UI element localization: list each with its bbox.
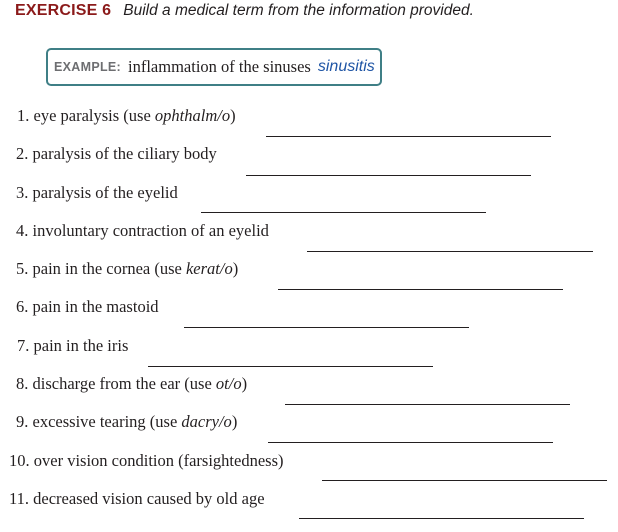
item-number: 9. <box>16 412 33 431</box>
item-suffix: ) <box>231 412 238 431</box>
exercise-item-7 <box>17 336 128 356</box>
answer-blank-8[interactable] <box>285 404 570 405</box>
item-number: 1. <box>17 106 34 125</box>
example-box <box>46 48 382 86</box>
answer-blank-1[interactable] <box>266 136 551 137</box>
item-text: involuntary contraction of an eyelid <box>32 221 269 240</box>
exercise-item-1 <box>17 106 236 126</box>
exercise-item-6 <box>16 297 159 317</box>
item-combining-form: ot/o <box>215 374 242 393</box>
item-text: over vision condition (farsightedness) <box>33 451 284 470</box>
exercise-instruction: Build a medical term from the information provided. <box>123 2 474 19</box>
item-number: 5. <box>16 259 33 278</box>
answer-blank-3[interactable] <box>201 212 486 213</box>
item-text: decreased vision caused by old age <box>33 489 265 508</box>
item-text: paralysis of the eyelid <box>32 183 178 202</box>
item-number: 6. <box>16 297 33 316</box>
item-text: pain in the cornea (use <box>32 259 186 278</box>
example-definition: inflammation of the sinuses <box>128 57 311 76</box>
item-text: eye paralysis (use <box>33 106 155 125</box>
exercise-item-11 <box>9 489 265 509</box>
exercise-item-5 <box>16 259 238 279</box>
item-suffix: ) <box>241 374 248 393</box>
exercise-item-9 <box>16 412 237 432</box>
item-text: pain in the iris <box>33 336 129 355</box>
exercise-header <box>15 2 474 24</box>
exercise-item-2 <box>16 144 217 164</box>
item-text: excessive tearing (use <box>32 412 182 431</box>
item-number: 7. <box>17 336 34 355</box>
answer-blank-10[interactable] <box>322 480 607 481</box>
item-number: 4. <box>16 221 33 240</box>
item-suffix: ) <box>230 106 236 125</box>
example-tag: EXAMPLE: <box>54 60 121 74</box>
example-answer: sinusitis <box>317 58 375 75</box>
item-number: 2. <box>16 144 33 163</box>
item-combining-form: ophthalm/o <box>154 106 231 125</box>
item-number: 8. <box>16 374 33 393</box>
answer-blank-5[interactable] <box>278 289 563 290</box>
item-text: pain in the mastoid <box>32 297 159 316</box>
item-combining-form: dacry/o <box>181 412 232 431</box>
exercise-item-8 <box>16 374 247 394</box>
answer-blank-6[interactable] <box>184 327 469 328</box>
exercise-item-10 <box>9 451 284 471</box>
item-text: paralysis of the ciliary body <box>32 144 217 163</box>
exercise-label: EXERCISE 6 <box>15 2 112 19</box>
item-number: 11. <box>9 489 34 508</box>
answer-blank-7[interactable] <box>148 366 433 367</box>
exercise-item-3 <box>16 183 178 203</box>
item-suffix: ) <box>232 259 239 278</box>
answer-blank-2[interactable] <box>246 175 531 176</box>
item-text: discharge from the ear (use <box>32 374 216 393</box>
answer-blank-11[interactable] <box>299 518 584 519</box>
item-combining-form: kerat/o <box>185 259 233 278</box>
item-number: 10. <box>9 451 34 470</box>
item-number: 3. <box>16 183 33 202</box>
answer-blank-4[interactable] <box>307 251 593 252</box>
exercise-item-4 <box>16 221 269 241</box>
answer-blank-9[interactable] <box>268 442 553 443</box>
